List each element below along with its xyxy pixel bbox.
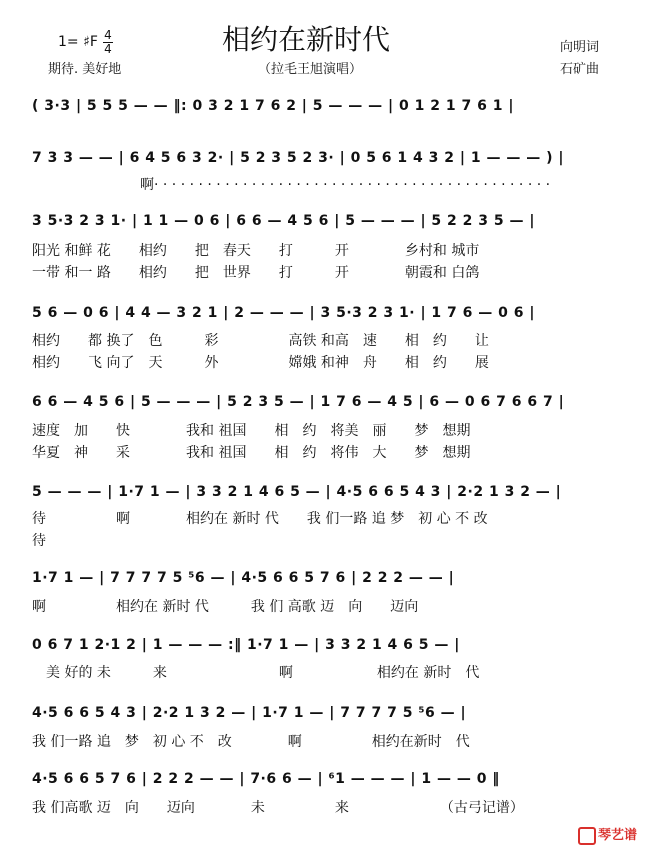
piano-icon [578,827,596,845]
notation-line-9: 4·5 6 6 5 4 3 | 2·2 1 3 2 — | 1·7 1 — | 7 7 7 7 5 ⁵6 — | [32,705,467,721]
meter-top: 4 [104,28,112,42]
site-logo [578,824,637,845]
lyric-line-7-1: 啊 相约在 新时 代 我 们 高歌 迈 向 迈向 [32,599,419,615]
lyric-line-5-2: 华夏 神 采 我和 祖国 相 约 将伟 大 梦 想期 [32,445,471,461]
notation-line-1: ( 3·3 | 5 5 5 — — ‖: 0 3 2 1 7 6 2 | 5 — — — | 0 1 2 1 7 6 1 | [32,98,514,114]
lyric-line-2-1: 啊· · · · · · · · · · · · · · · · · · · · · · · · · · · · · · · · · · · · · · · · · · · · · [140,177,551,193]
lyric-line-9-1: 我 们一路 追 梦 初 心 不 改 啊 相约在新时 代 [32,734,470,750]
song-title: 相约在新时代 [222,23,391,56]
lyric-line-4-2: 相约 飞 向了 天 外 嫦娥 和神 舟 相 约 展 [32,355,489,371]
notation-line-2: 7 3 3 — — | 6 4 5 6 3 2· | 5 2 3 5 2 3· | 0 5 6 1 4 3 2 | 1 — — — ) | [32,150,564,166]
lyric-line-3-2: 一带 和一 路 相约 把 世界 打 开 朝霞和 白鸽 [32,265,480,281]
lyric-line-6-1: 待 啊 相约在 新时 代 我 们一路 追 梦 初 心 不 改 [32,511,488,527]
notation-line-8: 0 6 7 1 2·1 2 | 1 — — — :‖ 1·7 1 — | 3 3 2 1 4 6 5 — | [32,637,460,653]
notation-line-3: 3 5·3 2 3 1· | 1 1 — 0 6 | 6 6 — 4 5 6 | 5 — — — | 5 2 2 3 5 — | [32,213,535,229]
notation-line-7: 1·7 1 — | 7 7 7 7 5 ⁵6 — | 4·5 6 6 5 7 6 | 2 2 2 — — | [32,570,455,586]
lyricist-credit: 向明词 [560,40,600,55]
composer-credit: 石矿曲 [560,62,600,77]
logo-text: 琴艺谱 [598,828,638,843]
notation-line-4: 5 6 — 0 6 | 4 4 — 3 2 1 | 2 — — — | 3 5·3 2 3 1· | 1 7 6 — 0 6 | [32,305,535,321]
notation-line-10: 4·5 6 6 5 7 6 | 2 2 2 — — | 7·6 6 — | ⁶1 — — — | 1 — — 0 ‖ [32,771,500,787]
lyric-line-6-2: 待 [32,533,46,549]
lyric-line-3-1: 阳光 和鲜 花 相约 把 春天 打 开 乡村和 城市 [32,243,480,259]
meter-bottom: 4 [104,42,112,56]
lyric-line-4-1: 相约 都 换了 色 彩 高铁 和高 速 相 约 让 [32,333,489,349]
tempo-marking: 期待. 美好地 [48,62,122,77]
key-signature: 1= ♯F [58,34,98,50]
lyric-line-8-1: 美 好的 未 来 啊 相约在 新时 代 [32,665,480,681]
performer-credit: （拉毛王旭演唱） [258,62,363,77]
lyric-line-5-1: 速度 加 快 我和 祖国 相 约 将美 丽 梦 想期 [32,423,471,439]
notation-line-6: 5 — — — | 1·7 1 — | 3 3 2 1 4 6 5 — | 4·5 6 6 5 4 3 | 2·2 1 3 2 — | [32,484,562,500]
notation-line-5: 6 6 — 4 5 6 | 5 — — — | 5 2 3 5 — | 1 7 6 — 4 5 | 6 — 0 6 7 6 6 7 | [32,394,565,410]
time-signature [103,30,113,55]
lyric-line-10-1: 我 们高歌 迈 向 迈向 未 来 （古弓记谱） [32,800,524,816]
